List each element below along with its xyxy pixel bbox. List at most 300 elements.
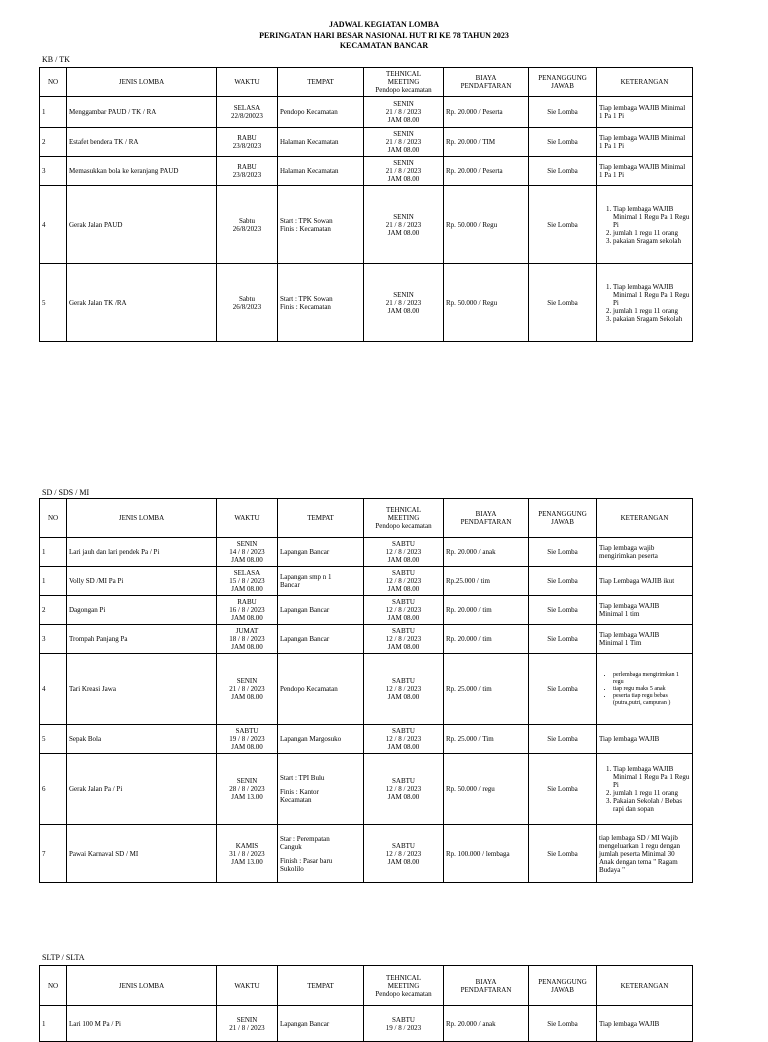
text-line: Tiap lembaga WAJIB — [599, 602, 660, 610]
cell-keterangan — [597, 654, 693, 725]
cell-biaya: Rp. 20.000 / anak — [444, 1006, 529, 1042]
text-line: SENIN — [236, 1015, 258, 1024]
cell-biaya: Rp. 20.000 / TIM — [444, 128, 529, 157]
text-line: KAMIS — [235, 841, 259, 850]
cell-technical-meeting — [364, 625, 444, 654]
table-row — [40, 725, 693, 754]
cell-biaya: Rp. 25.000 / tim — [444, 654, 529, 725]
text-line: Bancar — [280, 581, 300, 589]
text-line: Kecamatan — [280, 796, 312, 804]
header-jenis-lomba: JENIS LOMBA — [67, 499, 217, 538]
cell-biaya: Rp.25.000 / tim — [444, 567, 529, 596]
text-line: JAM 08.00 — [231, 585, 263, 593]
table-row — [40, 128, 693, 157]
cell-technical-meeting — [364, 97, 444, 128]
title-line-1: JADWAL KEGIATAN LOMBA — [329, 20, 439, 29]
section-label-sd: SD / SDS / MI — [42, 488, 90, 497]
text-line: 12 / 8 / 2023 — [385, 606, 422, 614]
cell-waktu — [217, 538, 278, 567]
text-line: SENIN — [393, 290, 414, 299]
cell-keterangan — [597, 596, 693, 625]
text-line: SABTU — [392, 598, 415, 606]
text-line: JAM 08.00 — [231, 643, 263, 651]
table-row — [40, 754, 693, 825]
header-no: NO — [40, 966, 67, 1006]
cell-keterangan — [597, 186, 693, 264]
text-line: 21 / 8 / 2023 — [229, 685, 265, 693]
cell-waktu — [217, 625, 278, 654]
text-line: JAM 08.00 — [231, 614, 263, 622]
header-tempat: TEMPAT — [278, 966, 364, 1006]
cell-no: 1 — [40, 538, 67, 567]
text-line: Pendopo kecamatan — [375, 989, 432, 998]
cell-penanggung-jawab: Sie Lomba — [529, 97, 597, 128]
cell-penanggung-jawab: Sie Lomba — [529, 264, 597, 342]
cell-biaya: Rp. 20.000 / tim — [444, 625, 529, 654]
cell-technical-meeting — [364, 538, 444, 567]
text-line: Tiap Lembaga WAJIB ikut — [599, 577, 675, 585]
text-line: 31 / 8 / 2023 — [229, 849, 265, 858]
text-line: Lapangan Bancar — [280, 1019, 330, 1028]
cell-jenis-lomba: Menggambar PAUD / TK / RA — [67, 97, 217, 128]
text-line: Canguk — [280, 842, 302, 851]
cell-technical-meeting — [364, 567, 444, 596]
cell-no: 4 — [40, 186, 67, 264]
cell-tempat — [278, 725, 364, 754]
cell-no: 3 — [40, 625, 67, 654]
cell-technical-meeting — [364, 725, 444, 754]
text-line: TEHNICAL — [386, 506, 421, 514]
cell-waktu — [217, 754, 278, 825]
text-line: JAM 08.00 — [387, 556, 420, 564]
cell-tempat — [278, 538, 364, 567]
header-technical-meeting — [364, 68, 444, 97]
text-line: JAM 08.00 — [387, 585, 420, 593]
cell-penanggung-jawab: Sie Lomba — [529, 1006, 597, 1042]
cell-waktu — [217, 654, 278, 725]
cell-biaya: Rp. 50.000 / Regu — [444, 186, 529, 264]
cell-penanggung-jawab: Sie Lomba — [529, 754, 597, 825]
cell-jenis-lomba: Gerak Jalan Pa / Pi — [67, 754, 217, 825]
text-line: SENIN — [236, 777, 258, 785]
keterangan-item: 1. Tiap lembaga WAJIB Minimal 1 Regu Pa 1 Regu Pi — [613, 205, 690, 229]
cell-biaya: Rp. 20.000 / Peserta — [444, 97, 529, 128]
text-line: BIAYA — [475, 510, 497, 518]
keterangan-item: • tiap regu maks 5 anak — [613, 686, 690, 693]
text-line: SENIN — [236, 677, 258, 685]
text-line: Tiap lembaga WAJIB Minimal 1 Pa 1 Pi — [599, 134, 686, 150]
title-line-2: PERINGATAN HARI BESAR NASIONAL HUT RI KE 78 TAHUN 2023 — [259, 30, 509, 40]
text-line: JAM 08.00 — [387, 228, 420, 237]
header-penanggung-jawab — [529, 68, 597, 97]
cell-no: 2 — [40, 596, 67, 625]
cell-tempat — [278, 754, 364, 825]
cell-tempat — [278, 654, 364, 725]
cell-penanggung-jawab: Sie Lomba — [529, 567, 597, 596]
table-kb-tk — [39, 67, 693, 342]
cell-no: 5 — [40, 725, 67, 754]
cell-jenis-lomba: Sepak Bola — [67, 725, 217, 754]
cell-no: 5 — [40, 264, 67, 342]
cell-keterangan — [597, 567, 693, 596]
text-line: 12 / 8 / 2023 — [385, 577, 422, 585]
text-line: SABTU — [392, 569, 415, 577]
text-line: Lapangan Margosuko — [280, 735, 342, 743]
text-line: SENIN — [393, 212, 414, 221]
cell-penanggung-jawab: Sie Lomba — [529, 596, 597, 625]
text-line: Halaman Kecamatan — [280, 167, 339, 175]
text-line: Tiap lembaga WAJIB Minimal 1 Pa 1 Pi — [599, 163, 686, 179]
text-line: SENIN — [236, 540, 258, 548]
header-technical-meeting — [364, 966, 444, 1006]
table-sltp-slta — [39, 965, 693, 1042]
cell-technical-meeting — [364, 654, 444, 725]
text-line: Star : Perempatan — [280, 834, 330, 843]
text-line: 23/8/2023 — [232, 142, 262, 150]
cell-penanggung-jawab: Sie Lomba — [529, 538, 597, 567]
text-line: RABU — [237, 598, 257, 606]
cell-technical-meeting — [364, 128, 444, 157]
section-label-sltp-slta: SLTP / SLTA — [42, 953, 85, 962]
cell-tempat — [278, 186, 364, 264]
header-row — [40, 68, 693, 97]
text-line: Start : TPK Sowan — [280, 216, 333, 225]
text-line: Lapangan Bancar — [280, 548, 330, 556]
cell-keterangan — [597, 538, 693, 567]
cell-waktu — [217, 567, 278, 596]
table-row — [40, 567, 693, 596]
text-line: tiap lembaga SD / MI Wajib mengeluarkan 1 regu dengan jumlah peserta Minimal 30 Anak dengan tema " Ragam Budaya " — [599, 833, 681, 874]
text-line: Tiap lembaga WAJIB Minimal 1 Pa 1 Pi — [599, 104, 686, 120]
text-line: Tiap lembaga WAJIB — [599, 735, 660, 743]
header-jenis-lomba: JENIS LOMBA — [67, 966, 217, 1006]
text-line: Start : TPI Bulu — [280, 774, 325, 782]
text-line: JAWAB — [551, 985, 574, 994]
cell-keterangan — [597, 264, 693, 342]
cell-keterangan — [597, 128, 693, 157]
keterangan-numbered-list — [599, 765, 690, 813]
text-line: 21 / 8 / 2023 — [229, 1023, 265, 1032]
cell-waktu — [217, 157, 278, 186]
text-line: 12 / 8 / 2023 — [385, 735, 422, 743]
text-line: Finis : Kecamatan — [280, 224, 331, 233]
cell-jenis-lomba: Gerak Jalan TK /RA — [67, 264, 217, 342]
text-line: JUMAT — [235, 627, 259, 635]
header-technical-meeting — [364, 499, 444, 538]
cell-biaya: Rp. 20.000 / anak — [444, 538, 529, 567]
text-line: SABTU — [392, 677, 415, 685]
text-line: Tiap lembaga wajib mengirimkan peserta — [599, 544, 658, 560]
keterangan-numbered-list — [599, 205, 690, 245]
header-jenis-lomba: JENIS LOMBA — [67, 68, 217, 97]
cell-jenis-lomba: Gerak Jalan PAUD — [67, 186, 217, 264]
keterangan-item: 1. Tiap lembaga WAJIB Minimal 1 Regu Pa 1 Regu Pi — [613, 765, 690, 789]
keterangan-item: 1. Tiap lembaga WAJIB Minimal 1 Regu Pa 1 Regu Pi — [613, 283, 690, 307]
text-line: 23/8/2023 — [232, 171, 262, 179]
text-line: JAM 08.00 — [387, 743, 420, 751]
text-line: 22/8/20023 — [231, 112, 263, 120]
cell-jenis-lomba: Lari jauh dan lari pendek Pa / Pi — [67, 538, 217, 567]
text-line: SABTU — [392, 727, 415, 735]
keterangan-item: 2. jumlah 1 regu 11 orang — [613, 229, 690, 237]
header-waktu: WAKTU — [217, 966, 278, 1006]
text-line: PENDAFTARAN — [460, 82, 512, 90]
text-line: PENDAFTARAN — [460, 518, 512, 526]
table-row — [40, 97, 693, 128]
cell-keterangan — [597, 725, 693, 754]
keterangan-item: 3. Pakaian Sekolah / Bebas rapi dan sopan — [613, 797, 690, 813]
cell-jenis-lomba: Dagongan Pi — [67, 596, 217, 625]
header-tempat: TEMPAT — [278, 499, 364, 538]
header-row — [40, 966, 693, 1006]
keterangan-bullet-list — [599, 672, 690, 707]
cell-keterangan — [597, 157, 693, 186]
text-line: Start : TPK Sowan — [280, 294, 333, 303]
text-line: 21 / 8 / 2023 — [385, 138, 422, 146]
cell-tempat — [278, 128, 364, 157]
text-line: PENANGGUNG — [538, 510, 587, 518]
cell-no: 6 — [40, 754, 67, 825]
text-line: JAM 08.00 — [231, 693, 263, 701]
header-no: NO — [40, 499, 67, 538]
text-line: Finis : Kecamatan — [280, 302, 331, 311]
cell-no: 3 — [40, 157, 67, 186]
text-line: JAM 08.00 — [387, 614, 420, 622]
text-line: 12 / 8 / 2023 — [385, 849, 422, 858]
header-no: NO — [40, 68, 67, 97]
cell-penanggung-jawab: Sie Lomba — [529, 157, 597, 186]
cell-technical-meeting — [364, 264, 444, 342]
cell-biaya: Rp. 50.000 / regu — [444, 754, 529, 825]
header-biaya — [444, 68, 529, 97]
cell-penanggung-jawab: Sie Lomba — [529, 186, 597, 264]
cell-penanggung-jawab: Sie Lomba — [529, 825, 597, 883]
text-line: Lapangan smp n 1 — [280, 573, 332, 581]
text-line: SABTU — [392, 1015, 415, 1024]
section-label-kb-tk: KB / TK — [42, 55, 70, 64]
cell-waktu — [217, 264, 278, 342]
cell-tempat — [278, 157, 364, 186]
header-waktu: WAKTU — [217, 499, 278, 538]
cell-waktu — [217, 725, 278, 754]
cell-no: 7 — [40, 825, 67, 883]
title-line-3: KECAMATAN BANCAR — [339, 41, 429, 50]
table-row — [40, 538, 693, 567]
cell-jenis-lomba: Lari 100 M Pa / Pi — [67, 1006, 217, 1042]
cell-waktu — [217, 186, 278, 264]
text-line: 12 / 8 / 2023 — [385, 785, 422, 793]
text-line: Pendopo Kecamatan — [280, 108, 338, 116]
cell-keterangan — [597, 97, 693, 128]
cell-penanggung-jawab: Sie Lomba — [529, 725, 597, 754]
cell-no: 2 — [40, 128, 67, 157]
cell-technical-meeting — [364, 157, 444, 186]
table-row — [40, 596, 693, 625]
text-line: SABTU — [235, 727, 259, 735]
text-line: JAM 13.00 — [231, 793, 263, 801]
text-line: 18 / 8 / 2023 — [229, 635, 265, 643]
cell-technical-meeting — [364, 596, 444, 625]
cell-waktu — [217, 97, 278, 128]
cell-jenis-lomba: Estafet bendera TK / RA — [67, 128, 217, 157]
text-line: JAM 08.00 — [387, 146, 420, 154]
text-line: 14 / 8 / 2023 — [229, 548, 265, 556]
table-row — [40, 825, 693, 883]
header-keterangan: KETERANGAN — [597, 68, 693, 97]
cell-waktu — [217, 825, 278, 883]
table-row — [40, 654, 693, 725]
text-line: PENANGGUNG — [538, 74, 587, 82]
keterangan-item: • perlembaga mengirimkan 1 regu — [613, 672, 690, 686]
text-line: SELASA — [233, 104, 261, 112]
text-line: 26/8/2023 — [232, 302, 262, 311]
cell-keterangan — [597, 625, 693, 654]
text-line: Pendopo kecamatan — [375, 522, 432, 530]
table-row — [40, 625, 693, 654]
document-title — [0, 20, 768, 52]
cell-biaya: Rp. 50.000 / Regu — [444, 264, 529, 342]
text-line: Lapangan Bancar — [280, 606, 330, 614]
cell-keterangan — [597, 825, 693, 883]
keterangan-item: 3. pakaian Sragam sekolah — [613, 237, 690, 245]
cell-technical-meeting — [364, 825, 444, 883]
text-line: Finis : Kantor — [280, 788, 319, 796]
text-line: 12 / 8 / 2023 — [385, 685, 422, 693]
text-line: SENIN — [393, 130, 414, 138]
cell-jenis-lomba: Trompah Panjang Pa — [67, 625, 217, 654]
cell-technical-meeting — [364, 186, 444, 264]
header-keterangan: KETERANGAN — [597, 499, 693, 538]
text-line: JAM 08.00 — [387, 793, 420, 801]
text-line: 19 / 8 / 2023 — [229, 735, 265, 743]
text-line: JAM 08.00 — [231, 556, 263, 564]
text-line: 21 / 8 / 2023 — [385, 108, 422, 116]
text-line: JAM 08.00 — [387, 643, 420, 651]
text-line: Pendopo Kecamatan — [280, 685, 338, 693]
header-row — [40, 499, 693, 538]
text-line: MEETING — [387, 514, 420, 522]
text-line: Sabtu — [239, 216, 255, 225]
keterangan-item: 2. jumlah 1 regu 11 orang — [613, 307, 690, 315]
cell-no: 1 — [40, 97, 67, 128]
text-line: 21 / 8 / 2023 — [385, 298, 422, 307]
text-line: JAM 08.00 — [387, 693, 420, 701]
text-line: PENANGGUNG — [538, 977, 587, 986]
text-line: SABTU — [392, 540, 415, 548]
keterangan-item: 2. jumlah 1 regu 11 orang — [613, 789, 690, 797]
text-line: RABU — [237, 163, 257, 171]
keterangan-numbered-list — [599, 283, 690, 323]
cell-jenis-lomba: Volly SD /MI Pa Pi — [67, 567, 217, 596]
text-line: Tiap lembaga WAJIB — [599, 631, 660, 639]
text-line: TEHNICAL — [386, 70, 421, 78]
text-line: 21 / 8 / 2023 — [385, 167, 422, 175]
header-tempat: TEMPAT — [278, 68, 364, 97]
header-penanggung-jawab — [529, 499, 597, 538]
cell-tempat — [278, 264, 364, 342]
cell-no: 1 — [40, 1006, 67, 1042]
text-line: JAWAB — [551, 82, 574, 90]
text-line: Halaman Kecamatan — [280, 138, 339, 146]
header-keterangan: KETERANGAN — [597, 966, 693, 1006]
cell-penanggung-jawab: Sie Lomba — [529, 654, 597, 725]
table-row — [40, 264, 693, 342]
text-line: TEHNICAL — [386, 973, 421, 982]
text-line: Finish : Pasar baru — [280, 856, 333, 865]
cell-jenis-lomba: Memasukkan bola ke keranjang PAUD — [67, 157, 217, 186]
cell-waktu — [217, 596, 278, 625]
cell-penanggung-jawab: Sie Lomba — [529, 625, 597, 654]
keterangan-item: • peserta tiap regu bebas (putra,putri, campuran ) — [613, 693, 690, 707]
text-line: Sabtu — [239, 294, 255, 303]
text-line: SELASA — [233, 569, 261, 577]
cell-no: 4 — [40, 654, 67, 725]
cell-jenis-lomba: Tari Kreasi Jawa — [67, 654, 217, 725]
cell-tempat — [278, 625, 364, 654]
text-line: SENIN — [393, 100, 414, 108]
text-line: JAM 08.00 — [387, 116, 420, 124]
cell-biaya: Rp. 25.000 / Tim — [444, 725, 529, 754]
text-line: 12 / 8 / 2023 — [385, 548, 422, 556]
table-sd — [39, 498, 693, 883]
header-waktu: WAKTU — [217, 68, 278, 97]
text-line: Sukolilo — [280, 864, 304, 873]
text-line: JAM 08.00 — [231, 743, 263, 751]
text-line: Tiap lembaga WAJIB — [599, 1019, 660, 1028]
text-line: SABTU — [392, 841, 415, 850]
text-line: 15 / 8 / 2023 — [229, 577, 265, 585]
text-line: Minimal 1 Tim — [599, 639, 642, 647]
cell-tempat — [278, 825, 364, 883]
text-line: RABU — [237, 134, 257, 142]
text-line: BIAYA — [475, 74, 497, 82]
text-line: MEETING — [387, 78, 420, 86]
keterangan-item: 3. pakaian Sragam Sekolah — [613, 315, 690, 323]
text-line: Minimal 1 tim — [599, 610, 640, 618]
header-biaya — [444, 966, 529, 1006]
cell-tempat — [278, 596, 364, 625]
text-line: SABTU — [392, 627, 415, 635]
cell-biaya: Rp. 20.000 / Peserta — [444, 157, 529, 186]
text-line: SENIN — [393, 159, 414, 167]
text-line: 19 / 8 / 2023 — [385, 1023, 422, 1032]
text-line: JAWAB — [551, 518, 574, 526]
text-line: 21 / 8 / 2023 — [385, 220, 422, 229]
cell-tempat — [278, 567, 364, 596]
cell-no: 1 — [40, 567, 67, 596]
cell-biaya: Rp. 100.000 / lembaga — [444, 825, 529, 883]
cell-tempat — [278, 97, 364, 128]
header-penanggung-jawab — [529, 966, 597, 1006]
text-line: 16 / 8 / 2023 — [229, 606, 265, 614]
header-biaya — [444, 499, 529, 538]
text-line: 28 / 8 / 2023 — [229, 785, 265, 793]
text-line: JAM 08.00 — [387, 175, 420, 183]
cell-waktu — [217, 128, 278, 157]
cell-keterangan — [597, 754, 693, 825]
text-line: SABTU — [392, 777, 415, 785]
text-line: Lapangan Bancar — [280, 635, 330, 643]
text-line: BIAYA — [475, 977, 497, 986]
cell-technical-meeting — [364, 754, 444, 825]
text-line: JAM 08.00 — [387, 857, 420, 866]
cell-biaya: Rp. 20.000 / tim — [444, 596, 529, 625]
table-row — [40, 186, 693, 264]
table-row — [40, 157, 693, 186]
cell-penanggung-jawab: Sie Lomba — [529, 128, 597, 157]
text-line: JAM 08.00 — [387, 306, 420, 315]
cell-jenis-lomba: Pawai Karnaval SD / MI — [67, 825, 217, 883]
